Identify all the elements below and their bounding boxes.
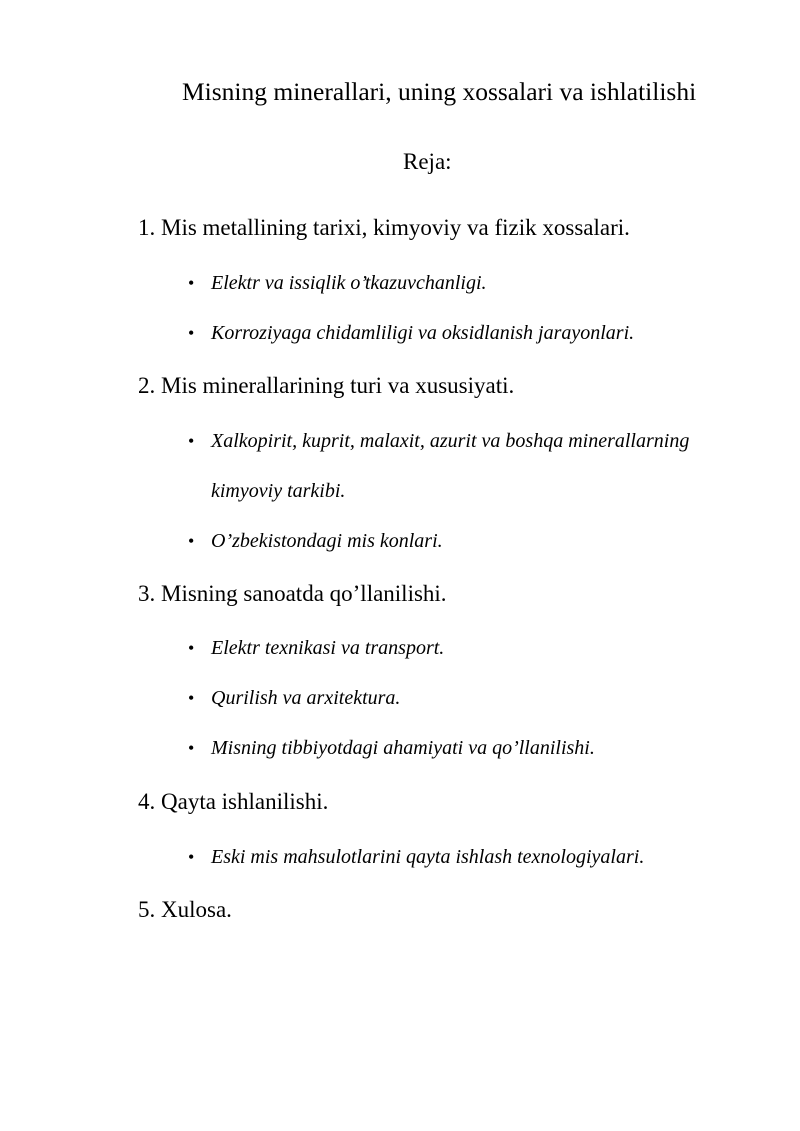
bullet-text: Korroziyaga chidamliligi va oksidlanish jarayonlari. bbox=[211, 322, 635, 344]
bullet-icon: • bbox=[188, 688, 195, 708]
bullet-text: Misning tibbiyotdagi ahamiyati va qo’llanilishi. bbox=[211, 737, 595, 759]
bullet-icon: • bbox=[188, 638, 195, 658]
bullet-item bbox=[188, 529, 443, 553]
bullet-item bbox=[188, 736, 595, 760]
bullet-icon: • bbox=[188, 273, 195, 293]
bullet-item bbox=[188, 321, 634, 345]
bullet-icon: • bbox=[188, 531, 195, 551]
document-title: Misning minerallari, uning xossalari va ishlatilishi bbox=[182, 77, 697, 106]
bullet-item bbox=[188, 686, 400, 710]
bullet-icon: • bbox=[188, 431, 195, 451]
section-heading-1: 1. Mis metallining tarixi, kimyoviy va fizik xossalari. bbox=[138, 215, 630, 240]
bullet-item bbox=[188, 636, 444, 660]
bullet-text: Qurilish va arxitektura. bbox=[211, 687, 401, 709]
bullet-item bbox=[188, 271, 487, 295]
bullet-item bbox=[188, 845, 644, 869]
bullet-icon: • bbox=[188, 847, 195, 867]
section-heading-4: 4. Qayta ishlanilishi. bbox=[138, 789, 329, 814]
bullet-text: Xalkopirit, kuprit, malaxit, azurit va boshqa minerallarning bbox=[211, 430, 690, 452]
bullet-text: O’zbekistondagi mis konlari. bbox=[211, 530, 443, 552]
bullet-text: Eski mis mahsulotlarini qayta ishlash texnologiyalari. bbox=[211, 846, 645, 868]
bullet-text: Elektr va issiqlik o’tkazuvchanligi. bbox=[211, 272, 487, 294]
section-heading-5: 5. Xulosa. bbox=[138, 897, 232, 922]
plan-label: Reja: bbox=[403, 149, 452, 174]
bullet-continuation: kimyoviy tarkibi. bbox=[211, 480, 346, 502]
bullet-icon: • bbox=[188, 738, 195, 758]
section-heading-3: 3. Misning sanoatda qo’llanilishi. bbox=[138, 581, 447, 606]
section-heading-2: 2. Mis minerallarining turi va xususiyati. bbox=[138, 373, 515, 398]
bullet-item bbox=[188, 429, 689, 453]
bullet-text: Elektr texnikasi va transport. bbox=[211, 637, 445, 659]
bullet-icon: • bbox=[188, 323, 195, 343]
